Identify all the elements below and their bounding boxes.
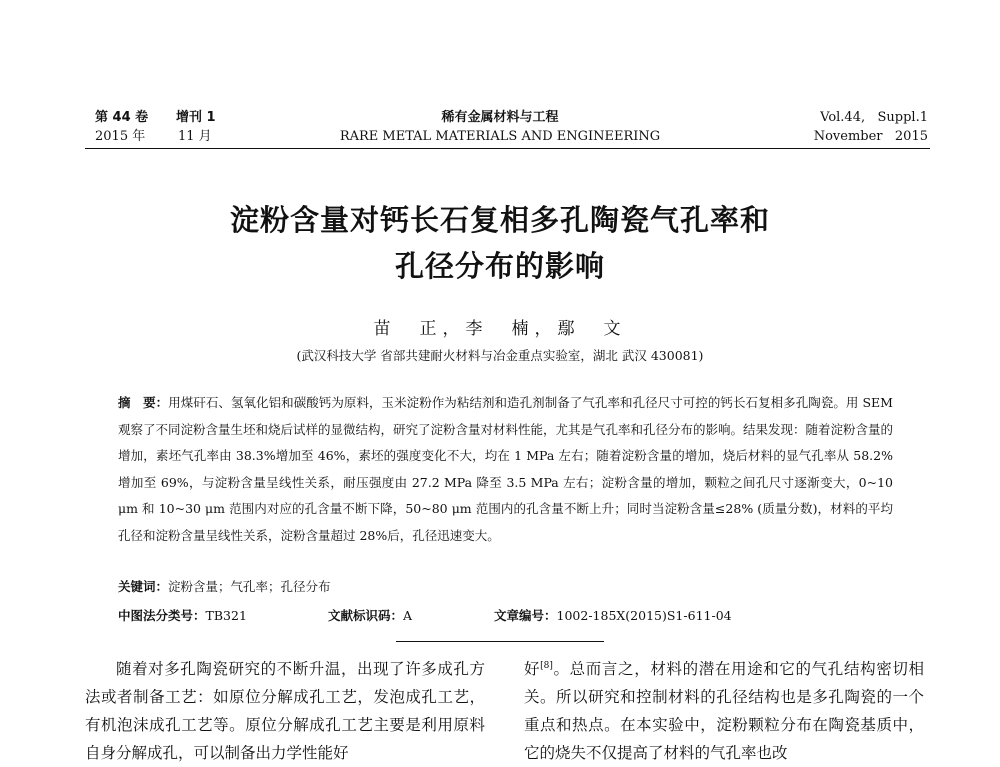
document-code-label: 文献标识码：: [328, 608, 404, 623]
header-rule: [85, 148, 930, 149]
abstract-text: 用煤矸石、氢氧化铝和碳酸钙为原料，玉米淀粉作为粘结剂和造孔剂制备了气孔率和孔径尺寸可控的钙长石复相多孔陶瓷。用 SEM 观察了不同淀粉含量生坯和烧后试样的显微结构，研究了淀粉含量对材料性能，尤其是气孔率和孔径分布的影响。结果发现：随着淀粉含量的增加，素坯气孔率由 38.3%增加至 46%，素坯的强度变化不大，均在 1 MPa 左右；随着淀粉含量的增加，烧后材料的显气孔率从 58.2%增加至 69%，与淀粉含量呈线性关系，耐压强度由 27.2 MPa 降至 3.5 MPa 左右；淀粉含量的增加，颗粒之间孔尺寸逐渐变大，0~10 μm 和 10~30 μm 范围内对应的孔含量不断下降，50~80 μm 范围内的孔含量不断上升；同时当淀粉含量≤28% (质量分数)，材料的平均孔径和淀粉含量呈线性关系，淀粉含量超过 28%后，孔径迅速变大。: [118, 395, 894, 543]
keywords-label: 关键词：: [118, 579, 169, 594]
body-column-right: [524, 655, 924, 767]
header-year-cn: 2015 年: [95, 129, 146, 144]
document-code-value: A: [403, 608, 413, 623]
authors: 苗 正，李 楠，鄢 文: [373, 319, 627, 339]
header-date-en: November 2015: [813, 129, 928, 144]
article-number-label: 文章编号：: [494, 608, 557, 623]
header-month-cn: 11 月: [178, 129, 212, 144]
abstract-separator-rule: [396, 641, 604, 642]
paper-title-line-2: 孔径分布的影响: [394, 249, 605, 283]
affiliation: (武汉科技大学 省部共建耐火材料与冶金重点实验室，湖北 武汉 430081): [296, 348, 704, 363]
keywords: [118, 577, 331, 595]
paper-title-line-1: 淀粉含量对钙长石复相多孔陶瓷气孔率和: [229, 203, 770, 237]
article-number: [494, 606, 732, 624]
header-supplement-cn: 增刊 1: [176, 110, 216, 125]
body-left-paragraph: 随着对多孔陶瓷研究的不断升温，出现了许多成孔方法或者制备工艺：如原位分解成孔工艺，发泡成孔工艺，有机泡沫成孔工艺等。原位分解成孔工艺主要是利用原料自身分解成孔，可以制备出力学性能好: [85, 660, 485, 762]
document-code: [328, 606, 412, 624]
clc-label: 中图法分类号：: [118, 608, 206, 623]
clc-value: TB321: [205, 608, 247, 623]
header-volume-en: Vol.44, Suppl.1: [820, 110, 928, 125]
body-right-text: 。总而言之，材料的潜在用途和它的气孔结构密切相关。所以研究和控制材料的孔径结构也是多孔陶瓷的一个重点和热点。在本实验中，淀粉颗粒分布在陶瓷基质中，它的烧失不仅提高了材料的气孔率也改: [524, 660, 924, 762]
journal-title-cn: 稀有金属材料与工程: [441, 110, 559, 125]
body-column-left: [85, 655, 485, 767]
body-right-prefix: 好: [524, 660, 541, 678]
abstract: [118, 390, 893, 549]
clc-number: [118, 606, 247, 624]
article-number-value: 1002-185X(2015)S1-611-04: [556, 608, 732, 623]
citation-ref: [8]: [540, 660, 553, 671]
abstract-label: 摘 要：: [118, 395, 169, 410]
journal-title-en: RARE METAL MATERIALS AND ENGINEERING: [339, 129, 661, 144]
header-volume-cn: 第 44 卷: [95, 110, 149, 125]
body-right-paragraph: [524, 655, 924, 767]
keywords-text: 淀粉含量；气孔率；孔径分布: [168, 579, 331, 594]
